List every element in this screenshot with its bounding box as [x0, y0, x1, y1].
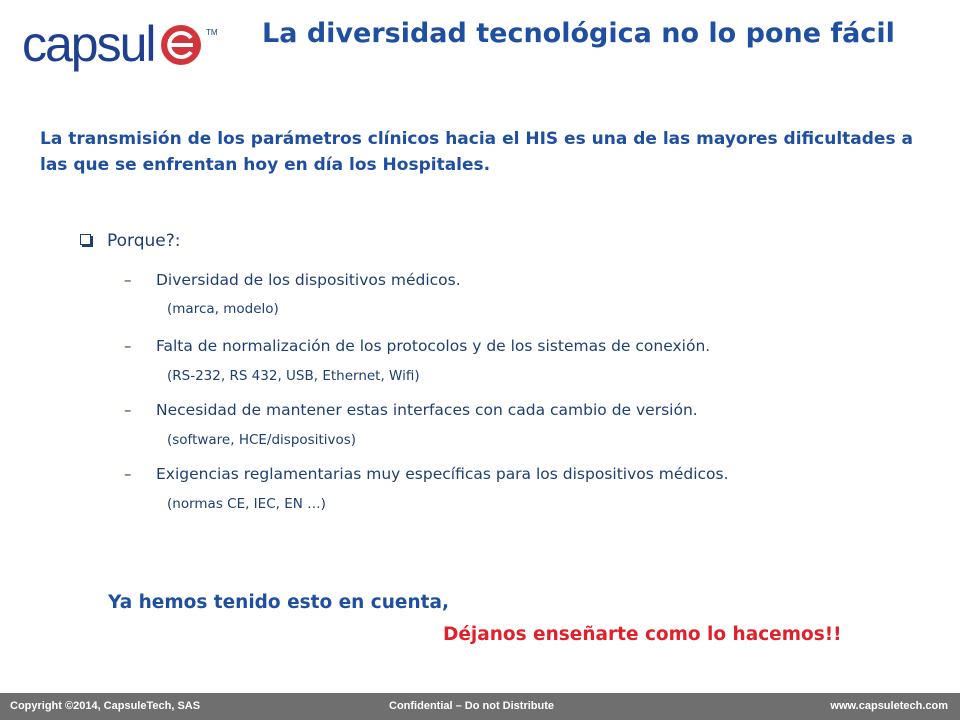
list-item-text: Falta de normalización de los protocolos y de los sistemas de conexión.	[156, 337, 711, 355]
closing-statement: Ya hemos tenido esto en cuenta,	[108, 592, 449, 613]
list-item-text: Necesidad de mantener estas interfaces con cada cambio de versión.	[156, 401, 698, 419]
footer-website-link[interactable]: www.capsuletech.com	[830, 700, 948, 712]
list-item	[124, 270, 461, 289]
list-item-detail: (normas CE, IEC, EN …)	[167, 496, 326, 512]
list-item-text: Diversidad de los dispositivos médicos.	[156, 271, 461, 289]
dash-bullet: –	[124, 271, 132, 289]
dash-bullet: –	[124, 465, 132, 483]
footer-copyright: Copyright ©2014, CapsuleTech, SAS	[10, 700, 201, 712]
list-item-detail: (software, HCE/dispositivos)	[167, 432, 357, 448]
intro-paragraph: La transmisión de los parámetros clínicos hacia el HIS es una de las mayores dificultades a las que se enfrentan hoy en día los Hospitales.	[40, 129, 913, 175]
list-item	[124, 464, 729, 483]
footer-confidential: Confidential – Do not Distribute	[389, 700, 554, 712]
list-item-detail: (RS-232, RS 432, USB, Ethernet, Wifi)	[167, 368, 420, 384]
list-item	[124, 336, 710, 355]
checkbox-bullet-icon	[80, 234, 91, 245]
list-item	[124, 400, 698, 419]
capsule-logo	[22, 14, 218, 74]
trademark-symbol: TM	[206, 28, 218, 37]
page-title: La diversidad tecnológica no lo pone fácil	[262, 18, 895, 49]
dash-bullet: –	[124, 337, 132, 355]
dash-bullet: –	[124, 401, 132, 419]
footer-bar	[0, 693, 960, 720]
logo-wordmark: capsul	[22, 16, 155, 72]
main-bullet	[80, 231, 181, 251]
list-item-detail: (marca, modelo)	[167, 301, 279, 317]
capsule-e-logo-icon	[160, 24, 202, 66]
main-bullet-label: Porque?:	[107, 231, 181, 251]
list-item-text: Exigencias reglamentarias muy específicas para los dispositivos médicos.	[156, 465, 729, 483]
closing-call-to-action: Déjanos enseñarte como lo hacemos!!	[443, 624, 842, 645]
